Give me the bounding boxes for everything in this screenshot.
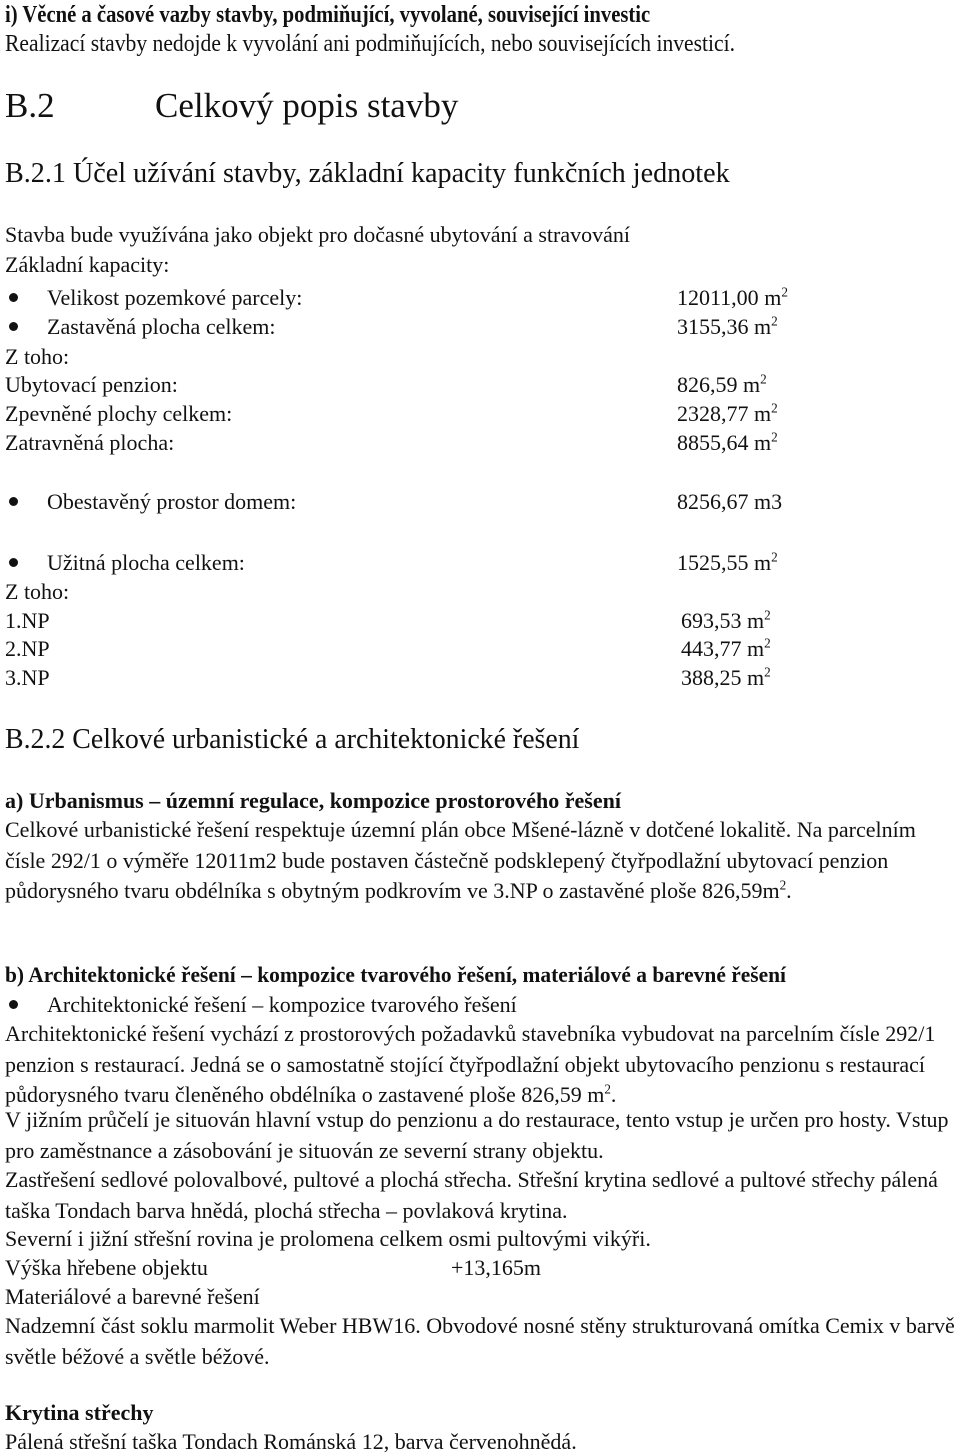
section-b-text-1: Architektonické řešení vychází z prostorových požadavků stavebníka vybudovat na parcelním čísle 292/1 penzion s restaurací. Jedná se o samostatně stojící čtyřpodlažní objekt ubytovacího penzionu s restaurací půdorysného tvaru členěného obdélníka o zastavené ploše 826,59 $m^2$. bbox=[5, 1021, 936, 1107]
floor-value: 388,25 $m^2$ bbox=[681, 664, 771, 690]
section-b21-heading: B.2.1 Účel užívání stavby, základní kapacity funkčních jednotek bbox=[5, 157, 730, 189]
from-that-label: Z toho: bbox=[5, 344, 70, 369]
section-b-text-5: Nadzemní část soklu marmolit Weber HBW16. Obvodové nosné stěny strukturovaná omítka Cemix v barvě světle béžové a světle béžové. bbox=[5, 1313, 955, 1369]
section-b-bullet: Architektonické řešení – kompozice tvarového řešení bbox=[47, 992, 517, 1017]
capacity-value: 12011,00 $m^2$ bbox=[677, 284, 788, 310]
capacity-value: 8256,67 m3 bbox=[677, 489, 783, 514]
roof-text: Pálená střešní taška Tondach Románská 12, barva červenohnědá. bbox=[5, 1429, 577, 1454]
section-b2-number: B.2 bbox=[5, 86, 55, 125]
section-a-heading: a) Urbanismus – územní regulace, kompozice prostorového řešení bbox=[5, 788, 621, 813]
ridge-height-value: +13,165m bbox=[451, 1255, 542, 1280]
floor-label: 2.NP bbox=[5, 636, 50, 661]
from-that-label: Z toho: bbox=[5, 579, 70, 604]
bullet-icon bbox=[9, 558, 18, 567]
bullet-icon bbox=[9, 497, 18, 506]
capacity-value: 1525,55 $m^2$ bbox=[677, 549, 778, 575]
section-a-text: Celkové urbanistické řešení respektuje územní plán obce Mšené-lázně v dotčené lokalitě. Na parcelním čísle 292/1 o výměře 12011m2 bude postaven částečně podsklepený čtyřpodlažní ubytovací penzion půdorysného tvaru obdélníka s obytným podkrovím ve 3.NP o zastavěné ploše $826,59m^2$. bbox=[5, 817, 916, 903]
capacities-label: Základní kapacity: bbox=[5, 252, 170, 277]
ridge-height-label: Výška hřebene objektu bbox=[5, 1255, 208, 1280]
floor-label: 1.NP bbox=[5, 608, 50, 633]
section-b-text-4: Severní i jižní střešní rovina je prolomena celkem osmi pultovými vikýři. bbox=[5, 1226, 651, 1251]
section-b21-intro: Stavba bude využívána jako objekt pro dočasné ubytování a stravování bbox=[5, 222, 630, 247]
section-b-text-2: V jižním průčelí je situován hlavní vstup do penzionu a do restaurace, tento vstup je určen pro hosty. Vstup pro zaměstnance a zásobování je situován ze severní strany objektu. bbox=[5, 1107, 949, 1163]
capacity-label: Ubytovací penzion: bbox=[5, 372, 178, 397]
bullet-icon bbox=[9, 322, 18, 331]
capacity-label: Obestavěný prostor domem: bbox=[47, 489, 297, 514]
floor-value: 693,53 $m^2$ bbox=[681, 607, 771, 633]
section-b22-heading: B.2.2 Celkové urbanistické a architektonické řešení bbox=[5, 723, 580, 755]
section-b-text-3: Zastřešení sedlové polovalbové, pultové a plochá střecha. Střešní krytina sedlové a pultové střechy pálená taška Tondach barva hnědá, plochá střecha – povlaková krytina. bbox=[5, 1167, 938, 1223]
bullet-icon bbox=[9, 293, 18, 302]
section-i-text: Realizací stavby nedojde k vyvolání ani podmiňujících, nebo souvisejících investicí. bbox=[5, 31, 736, 57]
capacity-label: Užitná plocha celkem: bbox=[47, 550, 245, 575]
capacity-value: 3155,36 $m^2$ bbox=[677, 313, 778, 339]
roof-heading: Krytina střechy bbox=[5, 1400, 154, 1425]
capacity-value: 826,59 $m^2$ bbox=[677, 371, 767, 397]
section-b2-title: Celkový popis stavby bbox=[155, 86, 459, 125]
capacity-value: 8855,64 $m^2$ bbox=[677, 429, 778, 455]
capacity-label: Zatravněná plocha: bbox=[5, 430, 175, 455]
capacity-label: Zastavěná plocha celkem: bbox=[47, 314, 276, 339]
capacity-label: Velikost pozemkové parcely: bbox=[47, 285, 303, 310]
materials-label: Materiálové a barevné řešení bbox=[5, 1284, 260, 1309]
section-b-heading: b) Architektonické řešení – kompozice tvarového řešení, materiálové a barevné řešení bbox=[5, 962, 787, 987]
floor-value: 443,77 $m^2$ bbox=[681, 635, 771, 661]
bullet-icon bbox=[9, 1000, 18, 1009]
section-i-heading: i) Věcné a časové vazby stavby, podmiňující, vyvolané, související investic bbox=[5, 2, 651, 28]
capacity-value: 2328,77 $m^2$ bbox=[677, 400, 778, 426]
capacity-label: Zpevněné plochy celkem: bbox=[5, 401, 233, 426]
floor-label: 3.NP bbox=[5, 665, 50, 690]
